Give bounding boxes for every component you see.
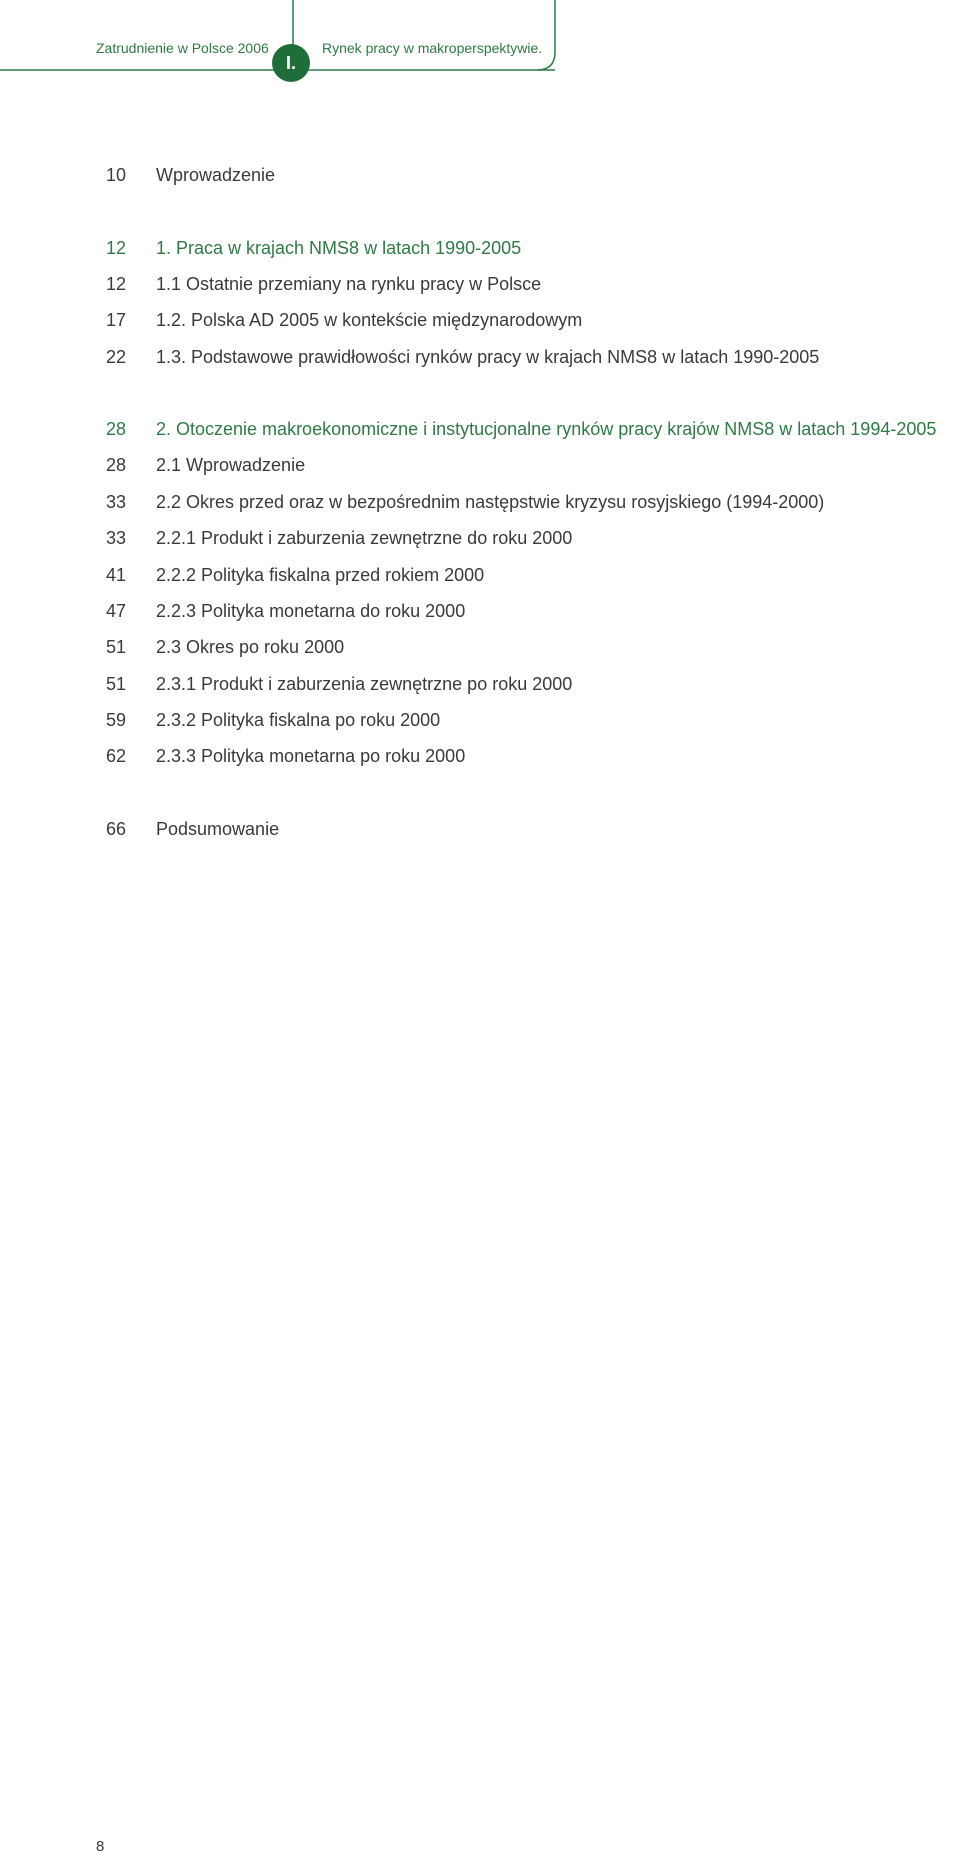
chapter-badge: I. <box>272 44 310 82</box>
page-number: 8 <box>96 1838 105 1855</box>
toc-page-number: 59 <box>105 710 126 730</box>
toc-page-number: 12 <box>105 238 126 258</box>
toc-entry-title: 1. Praca w krajach NMS8 w latach 1990-2005 <box>156 238 522 258</box>
toc-page-number: 47 <box>105 601 126 621</box>
toc-entry-title: 2. Otoczenie makroekonomiczne i instytucjonalne rynków pracy krajów NMS8 w latach 1994-2005 <box>156 419 937 439</box>
toc-entry[interactable] <box>0 705 960 735</box>
toc-entry-title: 1.3. Podstawowe prawidłowości rynków pracy w krajach NMS8 w latach 1990-2005 <box>156 347 820 367</box>
toc-page-number: 12 <box>105 274 126 294</box>
toc-entry[interactable] <box>0 523 960 553</box>
toc-entry-title: Podsumowanie <box>156 819 280 839</box>
toc-page-number: 33 <box>105 528 126 548</box>
toc-page-number: 17 <box>105 310 126 330</box>
toc-entry-title: 2.3.2 Polityka fiskalna po roku 2000 <box>156 710 441 730</box>
toc-page-number: 28 <box>105 455 126 475</box>
toc-entry[interactable] <box>0 669 960 699</box>
toc-entry[interactable] <box>0 414 960 444</box>
toc-entry[interactable] <box>0 487 960 517</box>
toc-entry-title: 2.2 Okres przed oraz w bezpośrednim następstwie kryzysu rosyjskiego (1994-2000) <box>156 492 825 512</box>
toc-page-number: 62 <box>105 746 126 766</box>
toc-entry[interactable] <box>0 814 960 844</box>
toc-entry[interactable] <box>0 632 960 662</box>
toc-entry-title: 2.1 Wprowadzenie <box>156 455 306 475</box>
document-title: Zatrudnienie w Polsce 2006 <box>96 40 269 56</box>
toc-page-number: 28 <box>105 419 126 439</box>
toc-page-number: 33 <box>105 492 126 512</box>
toc-entry[interactable] <box>0 450 960 480</box>
page-header <box>0 0 960 90</box>
toc-entry[interactable] <box>0 305 960 335</box>
toc-entry[interactable] <box>0 269 960 299</box>
toc-entry-title: 1.2. Polska AD 2005 w kontekście międzynarodowym <box>156 310 583 330</box>
toc-entry-title: 2.2.1 Produkt i zaburzenia zewnętrzne do roku 2000 <box>156 528 573 548</box>
toc-entry-title: Wprowadzenie <box>156 165 276 185</box>
toc-page-number: 51 <box>105 674 126 694</box>
toc-page-number: 66 <box>105 819 126 839</box>
toc-page-number: 41 <box>105 565 126 585</box>
chapter-title: Rynek pracy w makroperspektywie. <box>322 40 543 56</box>
toc-entry[interactable] <box>0 596 960 626</box>
toc-entry-title: 2.2.2 Polityka fiskalna przed rokiem 2000 <box>156 565 485 585</box>
toc-entry[interactable] <box>0 160 960 190</box>
toc-page-number: 51 <box>105 637 126 657</box>
toc-page-number: 22 <box>105 347 126 367</box>
toc-entry[interactable] <box>0 342 960 372</box>
toc-entry[interactable] <box>0 233 960 263</box>
toc-entry[interactable] <box>0 741 960 771</box>
toc-entry-title: 2.3.1 Produkt i zaburzenia zewnętrzne po roku 2000 <box>156 674 573 694</box>
toc-entry[interactable] <box>0 560 960 590</box>
toc-entry-title: 2.2.3 Polityka monetarna do roku 2000 <box>156 601 466 621</box>
toc-entry-title: 1.1 Ostatnie przemiany na rynku pracy w Polsce <box>156 274 542 294</box>
toc-page-number: 10 <box>105 165 126 185</box>
toc-entry-title: 2.3.3 Polityka monetarna po roku 2000 <box>156 746 466 766</box>
toc-entry-title: 2.3 Okres po roku 2000 <box>156 637 345 657</box>
